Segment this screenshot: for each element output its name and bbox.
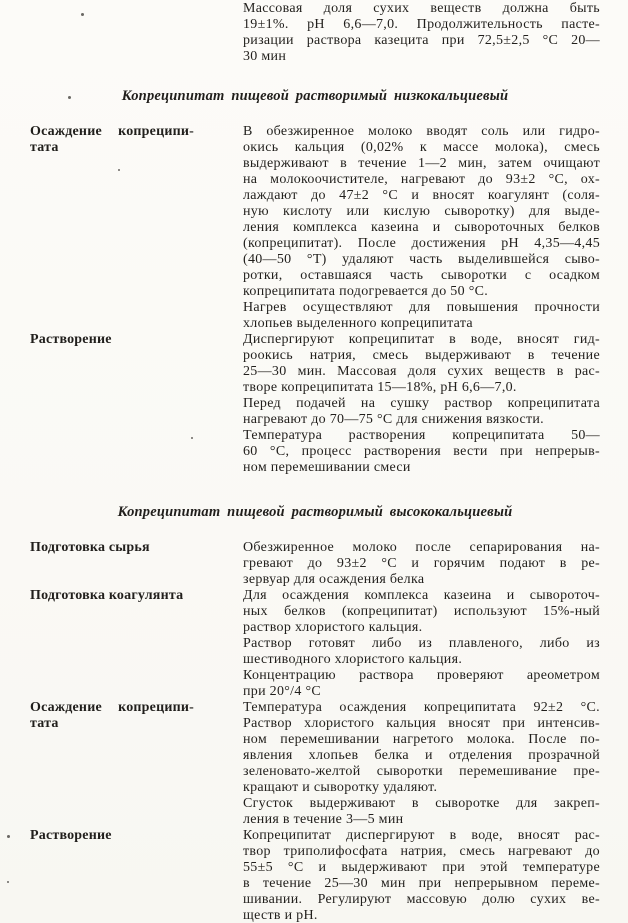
term-precipitation: Осаждение копреципи- тата — [30, 124, 194, 155]
process-row-precipitation-2 — [30, 700, 600, 828]
description-raw-material-preparation — [243, 540, 600, 588]
term-dissolution-2: Растворение — [30, 828, 112, 843]
scan-speck — [7, 835, 10, 838]
section-heading-high-calcium: Копреципитат пищевой растворимый высококальциевый — [117, 504, 513, 520]
paragraph: Раствор готовят либо из плавленого, либо из шестиводного хлористого кальция. — [243, 636, 600, 667]
paragraph: В обезжиренное молоко вводят соль или гидро- окись кальция (0,02% к массе молока), смесь выдерживают в течение 1—2 мин, затем очищают на молокоочистителе, нагревают до 93±2 °С, ох- лаждают до 47±2 °С и вносят коагулянт (соля- ную кислоту или кислую сыворотку) для выде- ления комплекса казеина и сывороточных белков (копреципитат). После достижения pH 4,35—4,45 (40—50 °Т) удаляют часть выделившейся сыво- ротки, оставшаяся часть сыворотки с осадком копреципитата подогревается до 50 °С. — [243, 124, 600, 299]
process-row-raw-material-preparation — [30, 540, 600, 588]
scan-speck — [191, 437, 193, 439]
description-dissolution-2 — [243, 828, 600, 923]
section-heading-low-calcium: Копреципитат пищевой растворимый низкокальциевый — [121, 88, 509, 104]
paragraph: Перед подачей на сушку раствор копреципитата нагревают до 70—75 °С для снижения вязкости. — [243, 396, 600, 427]
paragraph: Температура растворения копреципитата 50— 60 °С, процесс растворения вести при непрерыв- ном перемешивании смеси — [243, 428, 600, 475]
paragraph: Сгусток выдерживают в сыворотке для закреп- ления в течение 3—5 мин — [243, 796, 600, 827]
term-precipitation-2: Осаждение копреципи- тата — [30, 700, 194, 731]
process-row-dissolution — [30, 332, 600, 476]
process-row-dissolution-2 — [30, 828, 600, 923]
term-coagulant-preparation: Подготовка коагулянта — [30, 588, 184, 603]
scan-speck — [7, 881, 9, 883]
paragraph: Температура осаждения копреципитата 92±2 °С. Раствор хлористого кальция вносят при интенсив- ном перемешивании нагретого молока. После по- явления хлопьев белка и отделения прозрачной зеленовато-желтой сыворотки перемешивание пре- кращают и сыворотку удаляют. — [243, 700, 600, 795]
process-row-coagulant-preparation — [30, 588, 600, 700]
term-dissolution: Растворение — [30, 332, 112, 347]
paragraph: Нагрев осуществляют для повышения прочности хлопьев выделенного копреципитата — [243, 300, 600, 331]
intro-paragraph: Массовая доля сухих веществ должна быть 19±1%. pH 6,6—7,0. Продолжительность пасте- ризации раствора казецита при 72,5±2,5 °С 20— 30 мин — [243, 1, 600, 64]
paragraph: Для осаждения комплекса казеина и сывороточ- ных белков (копреципитат) используют 15%-ный раствор хлористого кальция. — [243, 588, 600, 635]
description-coagulant-preparation — [243, 588, 600, 700]
description-precipitation-2 — [243, 700, 600, 828]
term-raw-material-preparation: Подготовка сырья — [30, 540, 150, 555]
paragraph: Обезжиренное молоко после сепарирования на- гревают до 93±2 °С и горячим подают в ре- зервуар для осаждения белка — [243, 540, 600, 587]
paragraph: Концентрацию раствора проверяют ареометром при 20°/4 °С — [243, 668, 600, 699]
scan-speck — [68, 96, 71, 99]
scan-speck — [81, 13, 84, 16]
description-dissolution — [243, 332, 600, 476]
section-low-calcium-rows — [30, 124, 600, 476]
process-row-precipitation — [30, 124, 600, 332]
description-precipitation — [243, 124, 600, 332]
paragraph: Копреципитат диспергируют в воде, вносят рас- твор триполифосфата натрия, смесь нагревают до 55±5 °С и выдерживают при этой температуре в течение 25—30 мин при непрерывном переме- шивании. Регулируют массовую долю сухих ве- ществ и pH. — [243, 828, 600, 923]
scan-speck — [118, 169, 120, 171]
paragraph: Диспергируют копреципитат в воде, вносят гид- роокись натрия, смесь выдерживают в течение 25—30 мин. Массовая доля сухих веществ в рас- творе копреципитата 15—18%, pH 6,6—7,0. — [243, 332, 600, 395]
section-high-calcium-rows — [30, 540, 600, 923]
